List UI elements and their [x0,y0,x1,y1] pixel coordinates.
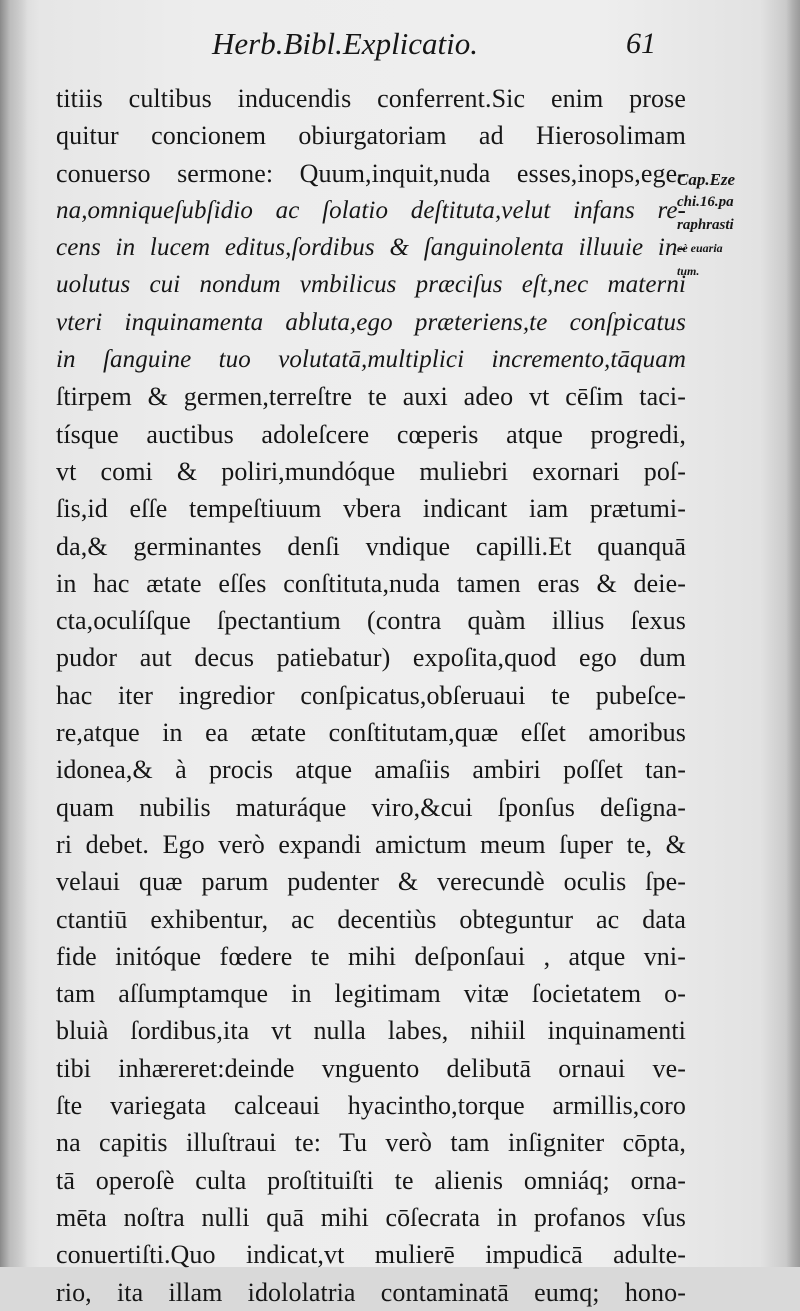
text-line: ctantiū exhibentur, ac decentiùs obteguntur ac data [56,904,686,934]
text-line: ſis,id eſſe tempeſtiuum vbera indicant iam prætumi- [56,494,686,524]
text-line: in hac ætate eſſes conſtituta,nuda tamen eras & deie- [56,568,686,598]
text-line: conuertiſti.Quo indicat,vt mulierē impudicā adulte- [56,1240,686,1270]
text-line: ſte variegata calceaui hyacintho,torque armillis,coro [56,1091,686,1121]
text-line: na,omniqueſubſidio ac ſolatio deſtituta,velut infans re- [56,196,686,224]
text-line: idonea,& à procis atque amaſiis ambiri poſſet tan- [56,755,686,785]
text-line: tibi inhæreret:deinde vnguento delibutā ornaui ve- [56,1053,686,1083]
text-line: re,atque in ea ætate conſtitutam,quæ eſſet amoribus [56,718,686,748]
body-text [56,80,686,1311]
text-line: titiis cultibus inducendis conferrent.Sic enim prose [56,84,686,113]
text-line: mēta noſtra nulli quā mihi cōſecrata in profanos vſus [56,1202,686,1232]
text-line: ri debet. Ego verò expandi amictum meum ſuper te, & [56,829,686,859]
marginal-note-line: raphrasti [677,217,734,233]
gutter-shadow [0,0,28,1267]
text-line: cens in lucem editus,ſordibus & ſanguinolenta illuuie in- [56,234,686,262]
page-number: 61 [626,27,656,60]
text-line: da,& germinantes denſi vndique capilli.Et quanquā [56,531,686,561]
text-line: quam nubilis maturáque viro,&cui ſponſus deſigna- [56,792,686,822]
text-line: uolutus cui nondum vmbilicus præciſus eſt,nec materni [56,271,686,299]
marginal-note-line: tum. [677,264,700,278]
text-line: quitur concionem obiurgatoriam ad Hierosolimam [56,121,686,151]
text-line: tā operoſè culta proſtituiſti te alienis omniáq; orna- [56,1165,686,1195]
text-line: rio, ita illam idololatria contaminatā eumq; hono- [56,1277,686,1307]
text-line: pudor aut decus patiebatur) expoſita,quod ego dum [56,643,686,673]
marginal-note-line: cè euaria [677,241,723,255]
text-line: fide initóque fœdere te mihi deſponſaui , atque vni- [56,941,686,971]
marginal-note [677,168,789,283]
text-line: velaui quæ parum pudenter & verecundè oculis ſpe- [56,867,686,897]
marginal-note-line: Cap.Eze [677,170,736,189]
text-line: conuerso sermone: Quum,inquit,nuda esses,inops,ege- [56,158,686,188]
text-line: hac iter ingredior conſpicatus,obſeruaui te pubeſce- [56,680,686,710]
text-line: cta,oculíſque ſpectantium (contra quàm illius ſexus [56,606,686,636]
text-line: ſtirpem & germen,terreſtre te auxi adeo vt cēſim taci- [56,382,686,412]
running-head: Herb.Bibl.Explicatio. [212,26,479,61]
text-line: in ſanguine tuo volutatā,multiplici incremento,tāquam [56,346,686,374]
text-line: tísque auctibus adoleſcere cœperis atque progredi, [56,419,686,449]
text-line: na capitis illuſtraui te: Tu verò tam inſigniter cōpta, [56,1128,686,1158]
marginal-note-line: chi.16.pa [677,194,734,210]
text-line: tam aſſumptamque in legitimam vitæ ſocietatem o- [56,979,686,1009]
page-header [0,24,800,66]
text-line: vt comi & poliri,mundóque muliebri exornari poſ- [56,456,686,486]
text-line: vteri inquinamenta abluta,ego præteriens,te conſpicatus [56,308,686,336]
text-line: bluià ſordibus,ita vt nulla labes, nihiil inquinamenti [56,1016,686,1046]
